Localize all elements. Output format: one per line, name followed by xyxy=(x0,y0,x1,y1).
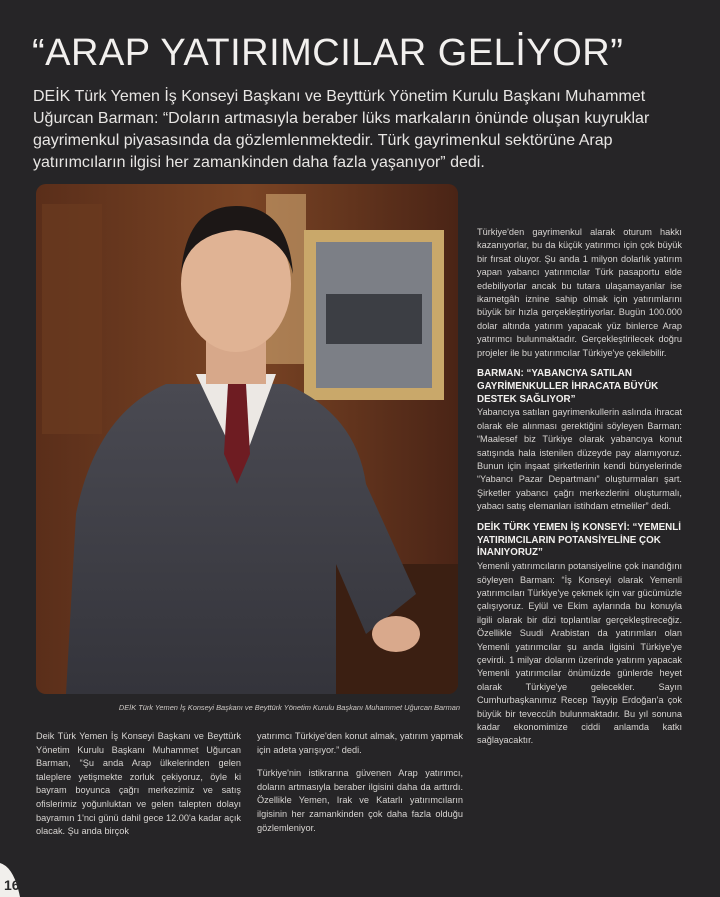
portrait-photo xyxy=(36,184,458,694)
subheading: BARMAN: “YABANCIYA SATILAN GAYRİMENKULLER İHRACATA BÜYÜK DESTEK SAĞLIYOR” xyxy=(477,368,659,405)
body-paragraph: yatırımcı Türkiye'den konut almak, yatırım yapmak için adeta yarışıyor.” dedi. xyxy=(257,731,463,755)
article-title: “ARAP YATIRIMCILAR GELİYOR” xyxy=(32,32,624,74)
body-paragraph: Türkiye'nin istikrarına güvenen Arap yatırımcı, doların artmasıyla beraber ilgisini daha da arttırdı. Özellikle Yemen, Irak ve Katarlı yatırımcıların ilgisinin her zamankinden çok daha fazla olduğu gözlemleniyor. xyxy=(257,768,463,833)
article-intro: DEİK Türk Yemen İş Konseyi Başkanı ve Beyttürk Yönetim Kurulu Başkanı Muhammet Uğurcan Barman: “Doların artmasıyla beraber lüks markaların önünde oluşan kuyruklar gayrimenkul piyasasında da gözlemlenmektedir. Türk gayrimenkul sektörüne Arap yatırımcıların ilgisi her zamankinden daha fazla yaşanıyor” dedi. xyxy=(33,88,650,171)
body-paragraph: Deik Türk Yemen İş Konseyi Başkanı ve Beyttürk Yönetim Kurulu Başkanı Muhammet Uğurcan Barman, “Şu anda Arap ülkelerinden gelen taleplere yetişmekte zorluk çekiyoruz, öyle ki bayram boyunca çağrı merkezimiz ve satış ofislerimiz yoğunluktan ve gelen talepten dolayı bayramın 1'nci günü dahil gece 12.00'a kadar açık olacak. Şu anda birçok xyxy=(36,731,241,837)
bottom-left-column xyxy=(36,730,241,839)
subheading: DEİK TÜRK YEMEN İŞ KONSEYİ: “YEMENLİ YATIRIMCILARIN POTANSİYELİNE ÇOK İNANIYORUZ” xyxy=(477,521,681,559)
photo-caption: DEİK Türk Yemen İş Konseyi Başkanı ve Beyttürk Yönetim Kurulu Başkanı Muhammet Uğurcan Barman xyxy=(118,703,460,712)
right-paragraph: Türkiye'den gayrimenkul alarak oturum hakkı kazanıyorlar, bu da küçük yatırımcı için çok büyük bir fırsat oluyor. Şu anda 1 milyon dolarlık yatırım yapan yabancı yatırımcılar Türk pasaportu elde edebiliyorlar ancak bu tutara ulaşamayanlar ise ikametgâh iznine sahip olmak için yatırımlarını büyük bir hızla gerçekleştiriyorlar. Bugün 100.000 dolar altında yatırım yapacak yüz binlerce Arap yatırımcı bulunmaktadır. Gerçekleştirilecek doğru projeler ile bu yatırımcılar Türkiye'ye çekilebilir. xyxy=(477,227,682,358)
right-paragraph: Yabancıya satılan gayrimenkullerin aslında ihracat olarak ele alınması gerektiğini söyleyen Barman: “Maalesef biz Türkiye olarak yabancıya konut satışında hala istenilen düzeyde pay alamıyoruz. Bunun için inşaat şirketlerinin kendi bünyelerinde “Yabancı Pazar Departmanı” oluşturmaları şart. Şirketler yabancı çağrı merkezlerini oluşturmalı, yabacı satış elemanları istihdam etmeliler” dedi. xyxy=(477,407,682,512)
page-number: 16 xyxy=(4,877,20,893)
bottom-middle-column xyxy=(257,730,463,835)
right-column xyxy=(477,226,682,748)
right-paragraph: Yemenli yatırımcıların potansiyeline çok inandığını söyleyen Barman: “İş Konseyi olarak Yemenli yatırımcıları Türkiye'ye çekmek için var gücümüzle çalışıyoruz. Eylül ve Ekim aylarında bu konuyla ilgili olarak bir dizi toplantılar gerçekleştireceğiz. Özellikle Suudi Arabistan da yatırımları olan Yemenli yatırımcılar şu anda ilgisini Türkiye'ye çevirdi. 1 milyar dolarım üzerinde yatırım yapacak Yemenli yatırımcılar önümüzde günlerde heyet olarak Türkiye'ye gelecekler. Sayın Cumhurbaşkanımız Recep Tayyip Erdoğan'a çok büyük bir teveccüh bulunmaktadır. Bu yıl sonuna kadar ekonomimize ciddi anlamda katkı sağlayacaktır. xyxy=(477,561,682,746)
